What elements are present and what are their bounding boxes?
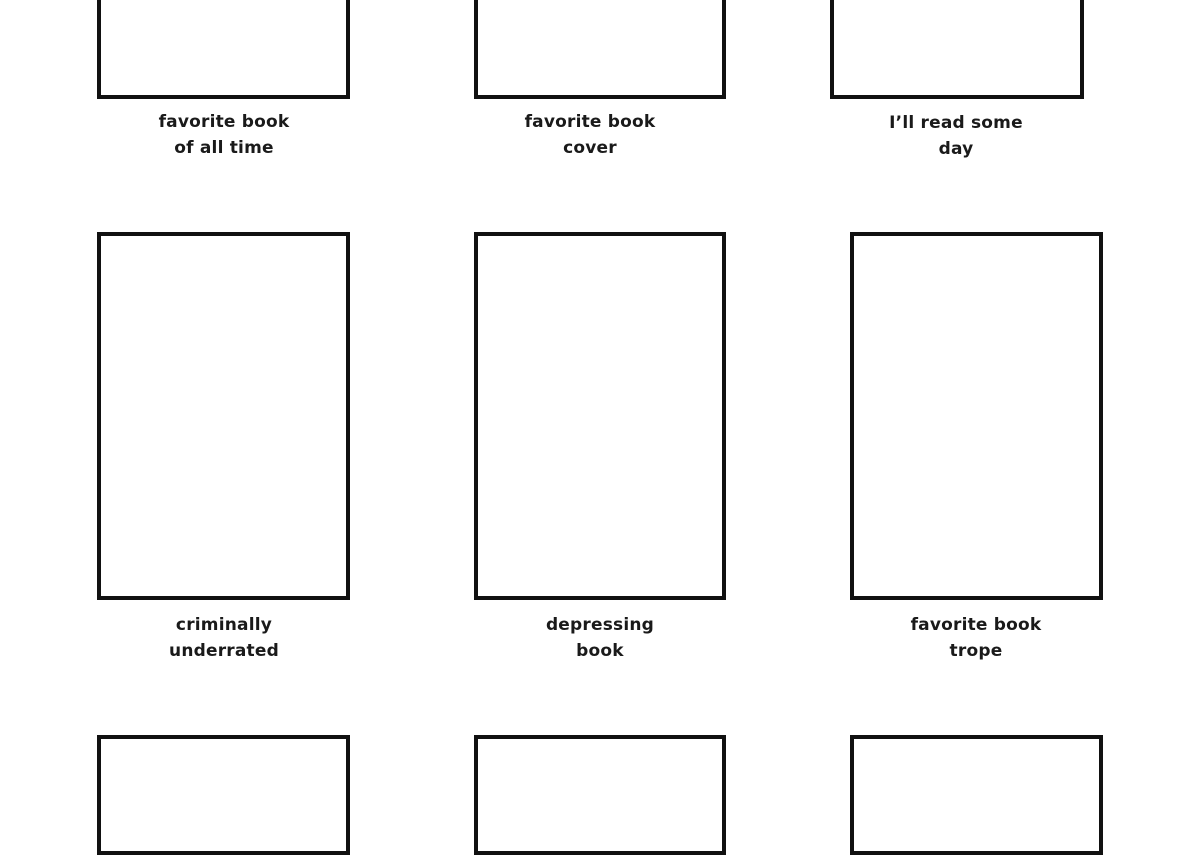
book-slot-criminally-underrated[interactable] xyxy=(97,232,350,600)
slot-label: favorite book cover xyxy=(524,112,656,158)
slot-label: depressing book xyxy=(545,615,655,661)
book-slot-favorite-of-all-time[interactable] xyxy=(97,0,350,99)
book-slot-depressing[interactable] xyxy=(474,232,726,600)
book-slot-row3-col2[interactable] xyxy=(474,735,726,855)
slot-label: criminally underrated xyxy=(169,615,279,661)
book-slot-favorite-cover[interactable] xyxy=(474,0,726,99)
slot-label: I’ll read some day xyxy=(889,113,1023,159)
book-slot-read-some-day[interactable] xyxy=(830,0,1084,99)
book-slot-row3-col1[interactable] xyxy=(97,735,350,855)
book-slot-favorite-trope[interactable] xyxy=(850,232,1103,600)
slot-label: favorite book of all time xyxy=(158,112,290,158)
book-slot-row3-col3[interactable] xyxy=(850,735,1103,855)
slot-label: favorite book trope xyxy=(910,615,1042,661)
